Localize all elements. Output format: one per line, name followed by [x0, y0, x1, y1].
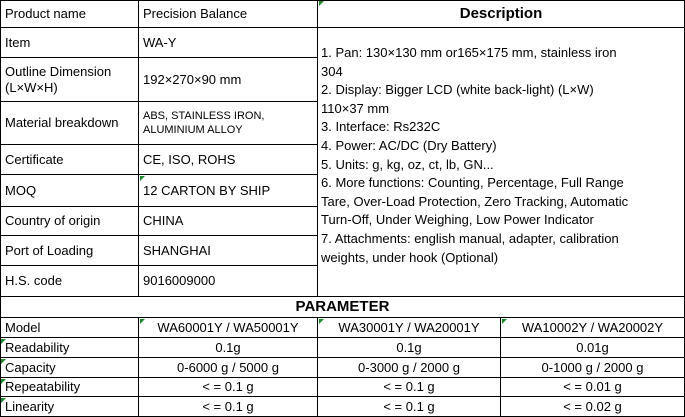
param-col-model: Model	[0, 318, 139, 338]
description-title: Description	[318, 0, 685, 28]
param-cell: 0-1000 g / 2000 g	[501, 358, 685, 378]
hs-code-label: H.S. code	[0, 266, 139, 297]
param-cell: < = 0.1 g	[318, 397, 501, 417]
description-line: 1. Pan: 130×130 mm or165×175 mm, stainless iron	[321, 45, 617, 60]
cell-marker-icon	[1, 379, 6, 384]
certificate-label: Certificate	[0, 145, 139, 175]
param-cell: < = 0.1 g	[139, 397, 318, 417]
param-col-model-2: WA30001Y / WA20001Y	[318, 318, 501, 338]
param-row-label: Repeatability	[0, 378, 139, 397]
param-col-model-1: WA60001Y / WA50001Y	[139, 318, 318, 338]
outline-dimension-label: Outline Dimension (L×W×H)	[0, 58, 139, 102]
param-col-model-3: WA10002Y / WA20002Y	[501, 318, 685, 338]
cell-marker-icon	[1, 359, 6, 364]
cell-marker-icon	[1, 398, 6, 403]
description-line: weights, under hook (Optional)	[321, 249, 499, 265]
description-line: 2. Display: Bigger LCD (white back-light) (L×W)	[321, 82, 594, 98]
description-line: 110×37 mm	[321, 100, 390, 116]
cell-marker-icon	[319, 319, 324, 324]
country-of-origin-label: Country of origin	[0, 207, 139, 236]
item-label: Item	[0, 28, 139, 58]
param-row-label: Readability	[0, 338, 139, 358]
description-line: 304	[321, 63, 343, 79]
product-name-value: Precision Balance	[139, 0, 318, 28]
outline-dimension-value: 192×270×90 mm	[139, 58, 318, 102]
cell-marker-icon	[140, 176, 145, 181]
cell-marker-icon	[319, 1, 324, 6]
param-cell: 0.01g	[501, 338, 685, 358]
cell-marker-icon	[140, 319, 145, 324]
param-cell: < = 0.02 g	[501, 397, 685, 417]
param-cell: < = 0.1 g	[139, 378, 318, 397]
description-line: Tare, Over-Load Protection, Zero Tracking, Automatic	[321, 193, 629, 209]
description-line: 4. Power: AC/DC (Dry Battery)	[321, 137, 497, 153]
material-breakdown-label: Material breakdown	[0, 102, 139, 145]
param-row-label: Linearity	[0, 397, 139, 417]
cell-marker-icon	[1, 339, 6, 344]
description-line: 3. Interface: Rs232C	[321, 119, 441, 135]
certificate-value: CE, ISO, ROHS	[139, 145, 318, 175]
item-value: WA-Y	[139, 28, 318, 58]
port-of-loading-value: SHANGHAI	[139, 236, 318, 266]
material-breakdown-value: ABS, STAINLESS IRON, ALUMINIUM ALLOY	[139, 102, 318, 145]
param-cell: < = 0.01 g	[501, 378, 685, 397]
description-body	[318, 27, 685, 297]
param-cell: 0.1g	[139, 338, 318, 358]
param-row-label: Capacity	[0, 358, 139, 378]
param-cell: 0-6000 g / 5000 g	[139, 358, 318, 378]
country-of-origin-value: CHINA	[139, 207, 318, 236]
description-line: 7. Attachments: english manual, adapter, calibration	[321, 230, 619, 246]
description-line: Turn-Off, Under Weighing, Low Power Indicator	[321, 212, 594, 228]
parameter-title: PARAMETER	[0, 297, 685, 318]
param-cell: 0.1g	[318, 338, 501, 358]
param-cell: < = 0.1 g	[318, 378, 501, 397]
port-of-loading-label: Port of Loading	[0, 236, 139, 266]
param-cell: 0-3000 g / 2000 g	[318, 358, 501, 378]
cell-marker-icon	[502, 319, 507, 324]
product-name-label: Product name	[0, 0, 139, 28]
description-line: 5. Units: g, kg, oz, ct, lb, GN...	[321, 156, 494, 172]
description-line: 6. More functions: Counting, Percentage, Full Range	[321, 175, 624, 191]
moq-label: MOQ	[0, 175, 139, 207]
hs-code-value: 9016009000	[139, 266, 318, 297]
moq-value: 12 CARTON BY SHIP	[139, 175, 318, 207]
